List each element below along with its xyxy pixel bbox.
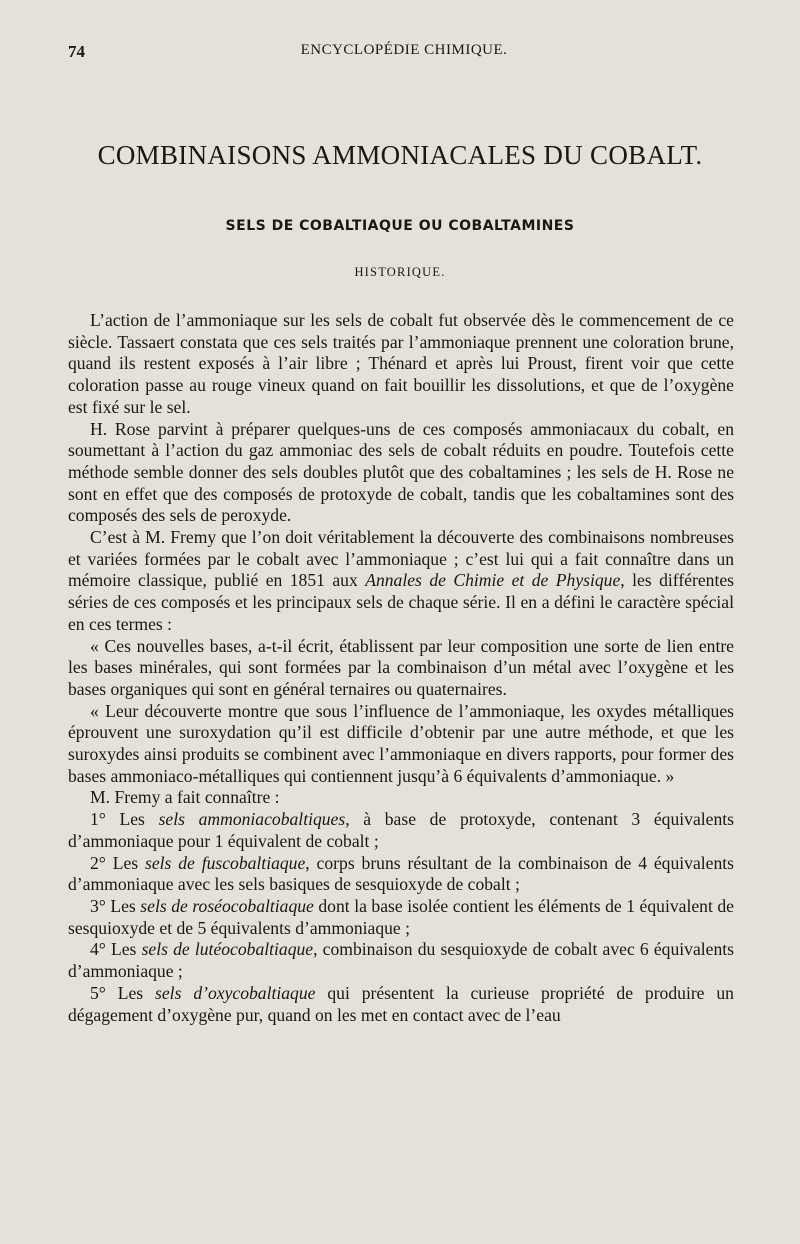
text-segment: H. Rose parvint à préparer quelques-uns de ces composés ammoniacaux du cobalt, en soumettant à l’action du gaz ammoniac des sels de cobalt réduits en poudre. Toutefois cette méthode semble donner des sels doubles plutôt que des cobaltamines ; les sels de H. Rose ne sont en effet que des composés de protoxyde de cobalt, tandis que les cobaltamines sont des composés des sels de peroxyde. [68, 418, 734, 526]
italic-text: sels ammoniacobaltiques [158, 809, 346, 830]
text-segment: 1° Les [90, 809, 159, 830]
text-segment: qui présentent la curieuse propriété de produire un dégagement d’oxygène pur, quand on les met en contact avec de l’eau [68, 982, 734, 1025]
text-segment: « Leur découverte montre que sous l’influence de l’ammoniaque, les oxydes métalliques éprouvent une suroxydation qu’il est difficile d’obtenir par une autre méthode, et que les suroxydes ainsi produits se combinent avec l’ammoniaque en divers rapports, pour former des bases ammoniaco-métalliques qui contiennent jusqu’à 6 équivalents d’ammoniaque. » [68, 700, 734, 786]
paragraph [68, 527, 734, 636]
text-segment: C’est à M. Fremy que l’on doit véritablement la découverte des combinaisons nombreuses et variées formées par le cobalt avec l’ammoniaque ; c’est lui qui a fait connaître dans un mémoire classique, publié en 1851 aux [68, 527, 734, 591]
page-number: 74 [68, 42, 85, 61]
text-segment: L’action de l’ammoniaque sur les sels de cobalt fut observée dès le commencement de ce siècle. Tassaert constata que ces sels traités par l’ammoniaque prennent une coloration brune, quand ils restent exposés à l’air libre ; Thénard et après lui Proust, firent voir que cette coloration passe au rouge vineux quand on fait bouillir les dissolutions, et que de l’oxygène est fixé sur le sel. [68, 310, 734, 417]
italic-text: sels d’oxycobaltiaque [155, 982, 316, 1003]
chapter-title: COMBINAISONS AMMONIACALES DU COBALT. [97, 140, 703, 170]
paragraph [68, 983, 734, 1026]
paragraph [68, 896, 734, 939]
text-segment: , corps bruns résultant de la combinaison de 4 équivalents d’ammoniaque avec les sels basiques de sesquioxyde de cobalt ; [68, 852, 734, 895]
paragraph [68, 636, 734, 701]
text-segment: , à base de protoxyde, contenant 3 équivalents d’ammoniaque pour 1 équivalent de cobalt ; [68, 809, 734, 851]
paragraph [68, 419, 734, 528]
paragraph [68, 853, 734, 896]
paragraph [68, 701, 734, 788]
section-subtitle: SELS DE COBALTIAQUE OU COBALTAMINES [225, 218, 575, 234]
paragraph [68, 809, 734, 852]
italic-text: sels de lutéocobaltiaque [141, 939, 314, 960]
text-segment: 3° Les [90, 895, 141, 916]
text-segment: « Ces nouvelles bases, a-t-il écrit, établissent par leur composition une sorte de lien entre les bases minérales, qui sont formées par la combinaison d’un métal avec l’oxygène et les bases organiques qui sont en général ternaires ou quaternaires. [68, 635, 734, 699]
text-segment: , combinaison du sesquioxyde de cobalt avec 6 équivalents d’ammoniaque ; [68, 939, 734, 982]
section-heading: HISTORIQUE. [354, 265, 446, 279]
running-title: ENCYCLOPÉDIE CHIMIQUE. [300, 42, 508, 58]
text-segment: M. Fremy a fait connaître : [90, 787, 280, 808]
paragraph [68, 310, 734, 419]
italic-text: sels de roséocobaltiaque [140, 895, 314, 916]
text-segment: 5° Les [90, 982, 156, 1003]
text-segment: , les différentes séries de ces composés et les principaux sels de chaque série. Il en a défini le caractère spécial en ces termes : [68, 570, 734, 634]
paragraph [68, 787, 734, 809]
running-head [68, 42, 740, 62]
text-segment: 2° Les [90, 852, 145, 873]
paragraph [68, 939, 734, 982]
italic-text: sels de fuscobaltiaque [144, 852, 306, 873]
text-segment: 4° Les [90, 939, 142, 960]
italic-text: Annales de Chimie et de Physique [365, 570, 621, 591]
body-text [68, 310, 734, 1026]
text-segment: dont la base isolée contient les éléments de 1 équivalent de sesquioxyde et de 5 équivalents d’ammoniaque ; [68, 895, 734, 938]
